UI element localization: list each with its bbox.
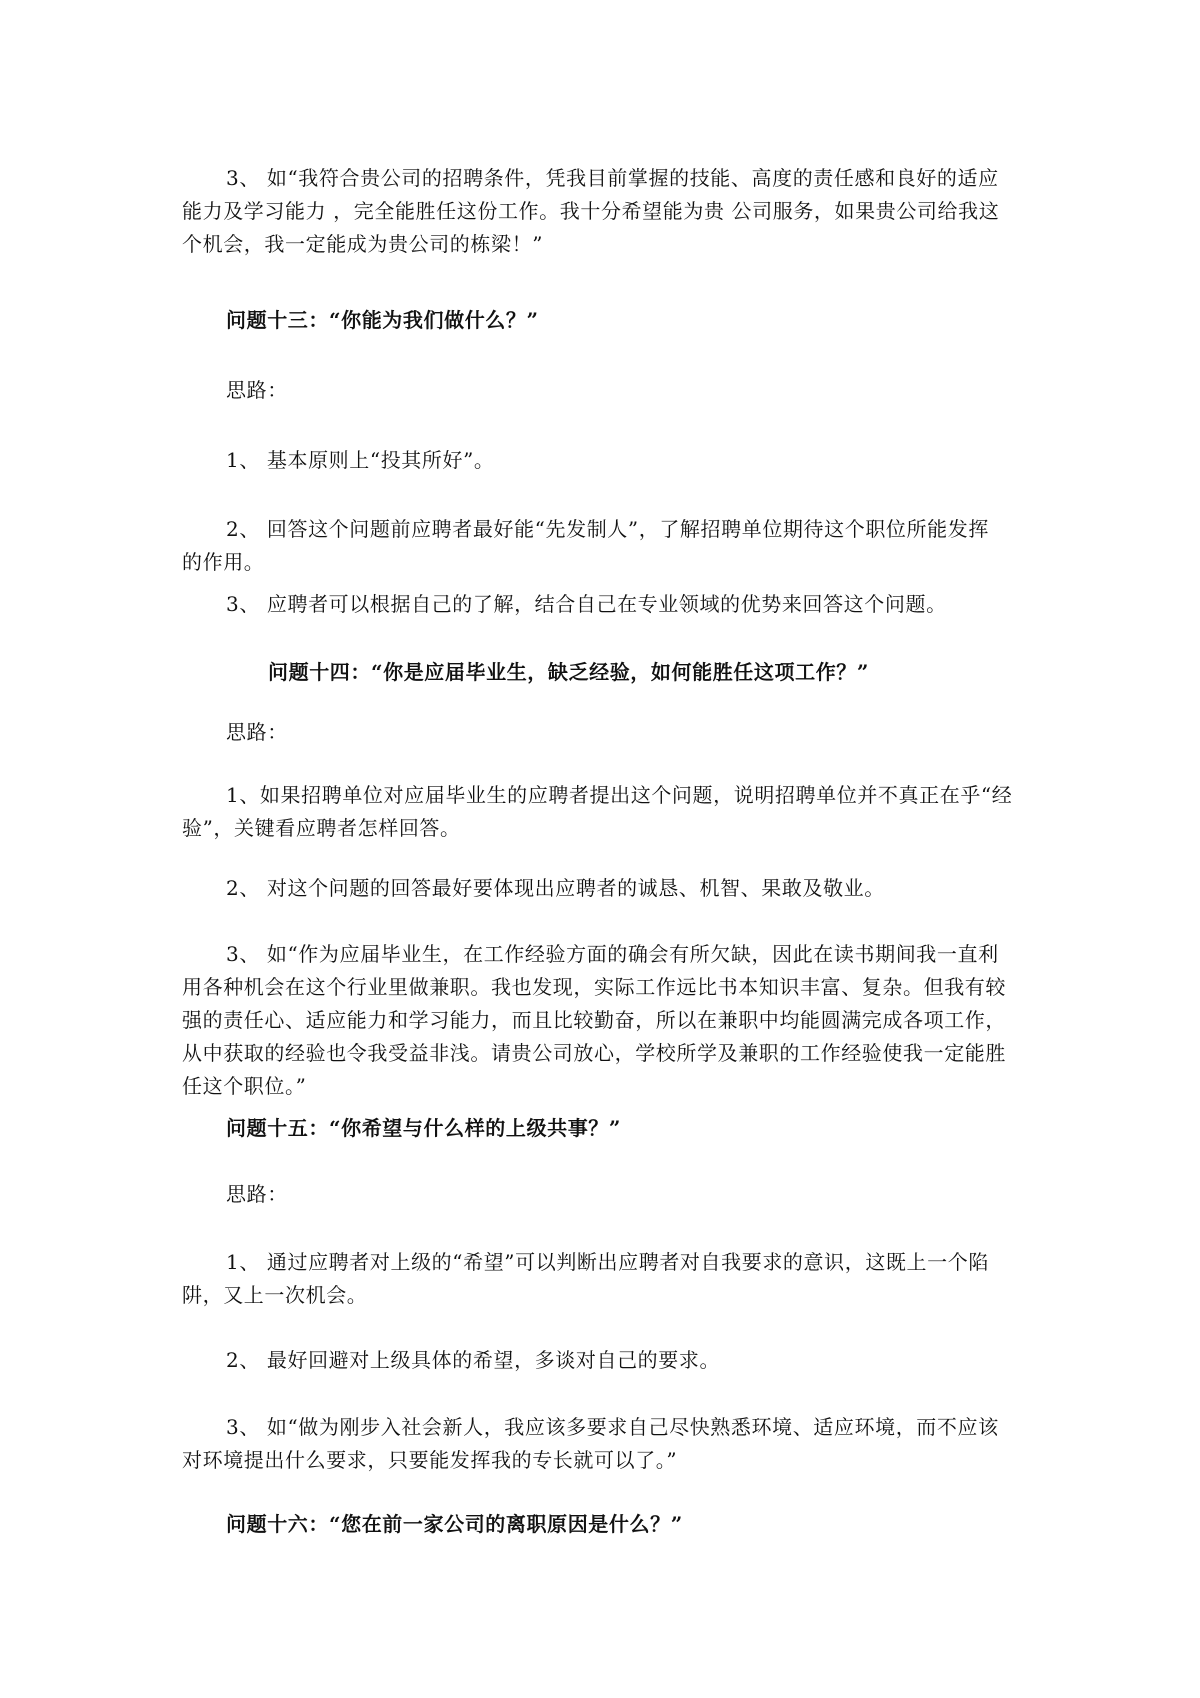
paragraph-15-point-2 — [182, 1344, 1024, 1377]
text-line: 的作用。 — [182, 550, 265, 574]
text-line: 1、 基本原则上“投其所好”。 — [226, 448, 495, 472]
text-line: 个机会，我一定能成为贵公司的栋梁！” — [182, 232, 544, 256]
paragraph-13-point-2 — [182, 513, 1024, 579]
thinking-label: 思路： — [226, 1182, 288, 1206]
paragraph-15-point-1 — [182, 1246, 1024, 1312]
text-line: 验”，关键看应聘者怎样回答。 — [182, 816, 461, 840]
text-line: 1、 通过应聘者对上级的“希望”可以判断出应聘者对自我要求的意识，这既上一个陷 — [226, 1250, 989, 1274]
paragraph-13-point-1 — [182, 444, 1024, 477]
text-line: 2、 对这个问题的回答最好要体现出应聘者的诚恳、机智、果敢及敬业。 — [226, 876, 885, 900]
paragraph-15-point-3 — [182, 1411, 1024, 1477]
text-line: 3、 如“做为刚步入社会新人，我应该多要求自己尽快熟悉环境、适应环境，而不应该 — [226, 1415, 999, 1439]
text-line: 强的责任心、适应能力和学习能力，而且比较勤奋，所以在兼职中均能圆满完成各项工作， — [182, 1008, 1006, 1032]
paragraph-14-point-2 — [182, 872, 1024, 905]
text-line: 能力及学习能力 ，完全能胜任这份工作。我十分希望能为贵 公司服务，如果贵公司给我这 — [182, 199, 1000, 223]
text-line: 3、 如“我符合贵公司的招聘条件，凭我目前掌握的技能、高度的责任感和良好的适应 — [226, 166, 999, 190]
question-13-heading: 问题十三：“你能为我们做什么？” — [226, 308, 539, 332]
text-line: 对环境提出什么要求，只要能发挥我的专长就可以了。” — [182, 1448, 678, 1472]
text-line: 3、 如“作为应届毕业生，在工作经验方面的确会有所欠缺，因此在读书期间我一直利 — [226, 942, 999, 966]
paragraph-13-answer-3 — [182, 162, 1024, 261]
text-line: 3、 应聘者可以根据自己的了解，结合自己在专业领域的优势来回答这个问题。 — [226, 592, 947, 616]
paragraph-14-point-1 — [182, 779, 1024, 845]
thinking-label: 思路： — [226, 720, 288, 744]
paragraph-13-point-3 — [182, 588, 1024, 621]
text-line: 用各种机会在这个行业里做兼职。我也发现，实际工作远比书本知识丰富、复杂。但我有较 — [182, 975, 1006, 999]
text-line: 阱，又上一次机会。 — [182, 1283, 368, 1307]
text-line: 2、 回答这个问题前应聘者最好能“先发制人”，了解招聘单位期待这个职位所能发挥 — [226, 517, 989, 541]
text-line: 2、 最好回避对上级具体的希望，多谈对自己的要求。 — [226, 1348, 721, 1372]
question-14-heading: 问题十四：“你是应届毕业生，缺乏经验，如何能胜任这项工作？” — [268, 660, 870, 684]
question-16-heading: 问题十六：“您在前一家公司的离职原因是什么？” — [226, 1512, 683, 1536]
question-15-heading: 问题十五：“你希望与什么样的上级共事？” — [226, 1116, 622, 1140]
text-line: 从中获取的经验也令我受益非浅。请贵公司放心，学校所学及兼职的工作经验使我一定能胜 — [182, 1041, 1006, 1065]
thinking-label: 思路： — [226, 378, 288, 402]
text-line: 1、如果招聘单位对应届毕业生的应聘者提出这个问题，说明招聘单位并不真正在乎“经 — [226, 783, 1013, 807]
paragraph-14-point-3 — [182, 938, 1024, 1103]
text-line: 任这个职位。” — [182, 1074, 307, 1098]
